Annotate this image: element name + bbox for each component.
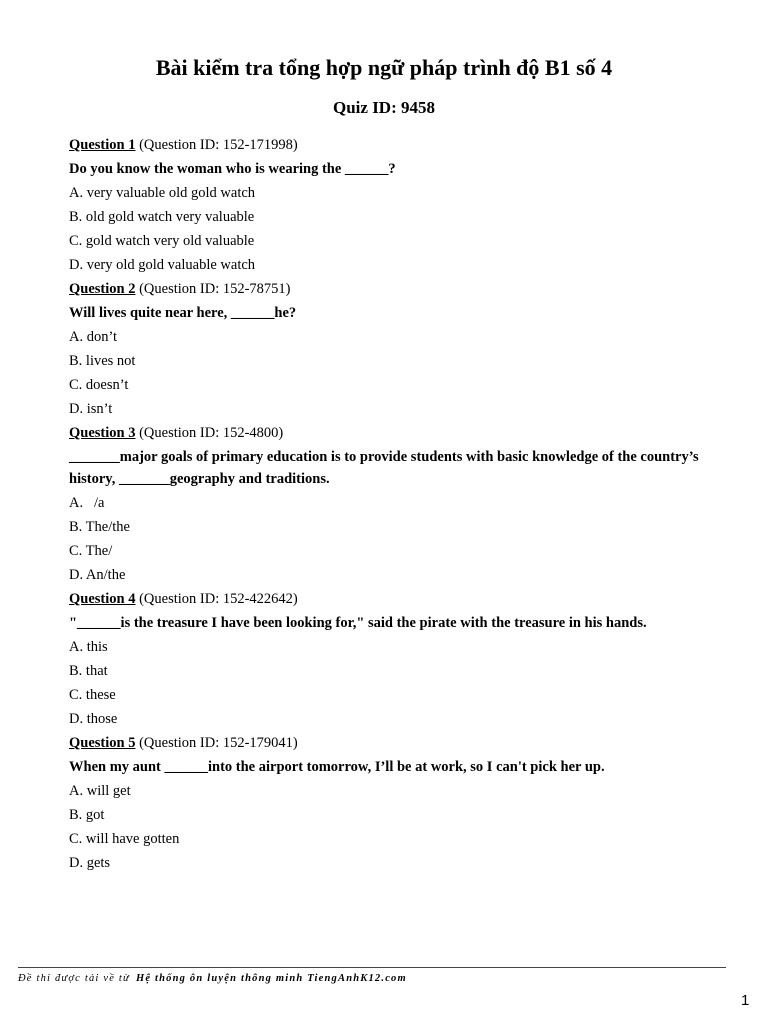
option-c: C. gold watch very old valuable xyxy=(69,233,255,249)
option-a: A. this xyxy=(69,639,108,655)
footer-brand-link[interactable]: Hệ thống ôn luyện thông minh TiengAnhK12.com xyxy=(135,973,407,984)
question-header xyxy=(69,133,709,157)
question-list xyxy=(69,133,709,875)
footer xyxy=(18,973,407,984)
question-header xyxy=(69,277,709,301)
option-d: D. very old gold valuable watch xyxy=(69,257,256,273)
option-d: D. those xyxy=(69,711,118,727)
option-b: B. lives not xyxy=(69,353,136,369)
question-3 xyxy=(69,421,709,587)
option-b: B. The/the xyxy=(69,519,130,535)
question-text: Do you know the woman who is wearing the ______? xyxy=(69,161,396,177)
option-c: C. these xyxy=(69,687,116,703)
question-text: "______is the treasure I have been looking for," said the pirate with the treasure in his hands. xyxy=(69,615,647,631)
question-text: Will lives quite near here, ______he? xyxy=(69,305,297,321)
question-id: (Question ID: 152-78751) xyxy=(135,281,291,297)
page-number: 1 xyxy=(741,992,750,1009)
question-label: Question 3 xyxy=(69,425,136,441)
question-label: Question 5 xyxy=(69,735,136,751)
option-d: D. An/the xyxy=(69,567,126,583)
option-b: B. got xyxy=(69,807,105,823)
option-c: C. The/ xyxy=(69,543,113,559)
question-5 xyxy=(69,731,709,875)
option-c: C. will have gotten xyxy=(69,831,180,847)
question-id: (Question ID: 152-4800) xyxy=(135,425,284,441)
question-id: (Question ID: 152-171998) xyxy=(135,137,298,153)
question-id: (Question ID: 152-422642) xyxy=(135,591,298,607)
question-label: Question 1 xyxy=(69,137,136,153)
option-a: A. don’t xyxy=(69,329,118,345)
option-c: C. doesn’t xyxy=(69,377,129,393)
question-text: When my aunt ______into the airport tomorrow, I’ll be at work, so I can't pick her up. xyxy=(69,759,605,775)
option-b: B. old gold watch very valuable xyxy=(69,209,255,225)
option-d: D. isn’t xyxy=(69,401,113,417)
page-title: Bài kiểm tra tổng hợp ngữ pháp trình độ B1 số 4 xyxy=(155,55,613,80)
question-text: _______major goals of primary education is to provide students with basic knowledge of the country’s history, _______geography and traditions. xyxy=(69,449,699,487)
question-label: Question 4 xyxy=(69,591,136,607)
question-1 xyxy=(69,133,709,277)
option-a: A. /a xyxy=(69,495,105,511)
option-a: A. very valuable old gold watch xyxy=(69,185,256,201)
question-4 xyxy=(69,587,709,731)
footer-prefix: Đề thi được tải về từ xyxy=(18,973,130,984)
option-b: B. that xyxy=(69,663,108,679)
option-a: A. will get xyxy=(69,783,131,799)
quiz-id: Quiz ID: 9458 xyxy=(333,98,435,117)
question-id: (Question ID: 152-179041) xyxy=(135,735,298,751)
question-header xyxy=(69,587,709,611)
question-2 xyxy=(69,277,709,421)
question-label: Question 2 xyxy=(69,281,136,297)
question-header xyxy=(69,731,709,755)
footer-divider xyxy=(18,967,726,968)
option-d: D. gets xyxy=(69,855,111,871)
question-header xyxy=(69,421,709,445)
